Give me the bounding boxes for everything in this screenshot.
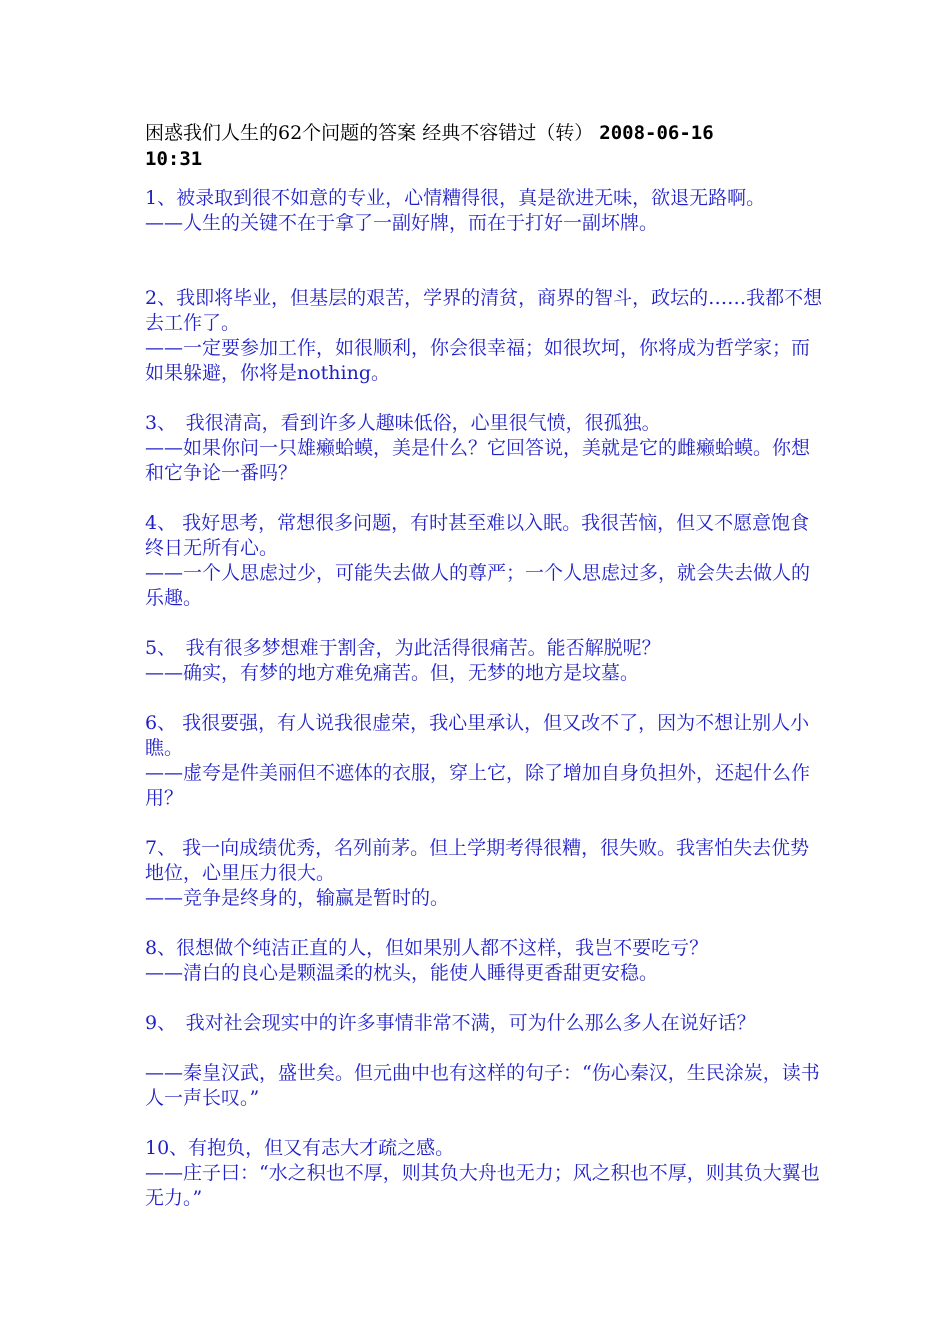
question-8: 8、很想做个纯洁正直的人，但如果别人都不这样，我岂不要吃亏？ bbox=[145, 937, 709, 959]
answer-1: ——人生的关键不在于拿了一副好牌，而在于打好一副坏牌。 bbox=[145, 212, 659, 234]
question-1: 1、被录取到很不如意的专业，心情糟得很，真是欲进无味，欲退无路啊。 bbox=[145, 187, 766, 209]
answer-3: ——如果你问一只雄癞蛤蟆，美是什么？它回答说，美就是它的雌癞蛤蟆。你想和它争论一番吗？ bbox=[145, 437, 811, 484]
question-6: 6、 我很要强，有人说我很虚荣，我心里承认，但又改不了，因为不想让别人小瞧。 bbox=[145, 712, 810, 759]
question-2: 2、我即将毕业，但基层的艰苦，学界的清贫，商界的智斗，政坛的……我都不想去工作了。 bbox=[145, 287, 823, 334]
question-4: 4、 我好思考，常想很多问题，有时甚至难以入眠。我很苦恼，但又不愿意饱食终日无所有心。 bbox=[145, 512, 810, 559]
answer-4: ——一个人思虑过少，可能失去做人的尊严；一个人思虑过多，就会失去做人的乐趣。 bbox=[145, 562, 811, 609]
answer-6: ——虚夸是件美丽但不遮体的衣服，穿上它，除了增加自身负担外，还起什么作用？ bbox=[145, 762, 811, 809]
qa-list bbox=[145, 186, 825, 1211]
question-7: 7、 我一向成绩优秀，名列前茅。但上学期考得很糟，很失败。我害怕失去优势地位，心里压力很大。 bbox=[145, 837, 810, 884]
title-time: 10:31 bbox=[145, 148, 203, 170]
question-5: 5、 我有很多梦想难于割舍，为此活得很痛苦。能否解脱呢？ bbox=[145, 637, 661, 659]
document-body bbox=[145, 120, 825, 1211]
answer-5: ——确实，有梦的地方难免痛苦。但，无梦的地方是坟墓。 bbox=[145, 662, 640, 684]
title-date: 2008-06-16 bbox=[599, 122, 714, 144]
document-title bbox=[145, 120, 825, 172]
answer-8: ——清白的良心是颗温柔的枕头，能使人睡得更香甜更安稳。 bbox=[145, 962, 659, 984]
answer-2: ——一定要参加工作，如很顺利，你会很幸福；如很坎坷，你将成为哲学家；而如果躲避，你将是nothing。 bbox=[145, 337, 811, 384]
answer-9: ——秦皇汉武，盛世矣。但元曲中也有这样的句子：“伤心秦汉，生民涂炭，读书人一声长叹。” bbox=[145, 1062, 820, 1109]
answer-7: ——竞争是终身的，输赢是暂时的。 bbox=[145, 887, 450, 909]
title-text: 困惑我们人生的62个问题的答案 经典不容错过（转） bbox=[145, 122, 600, 144]
question-9: 9、 我对社会现实中的许多事情非常不满，可为什么那么多人在说好话？ bbox=[145, 1012, 756, 1034]
question-10: 10、有抱负，但又有志大才疏之感。 bbox=[145, 1137, 455, 1159]
answer-10: ——庄子曰：“水之积也不厚，则其负大舟也无力；风之积也不厚，则其负大翼也无力。” bbox=[145, 1162, 820, 1209]
question-3: 3、 我很清高，看到许多人趣味低俗，心里很气愤，很孤独。 bbox=[145, 412, 661, 434]
